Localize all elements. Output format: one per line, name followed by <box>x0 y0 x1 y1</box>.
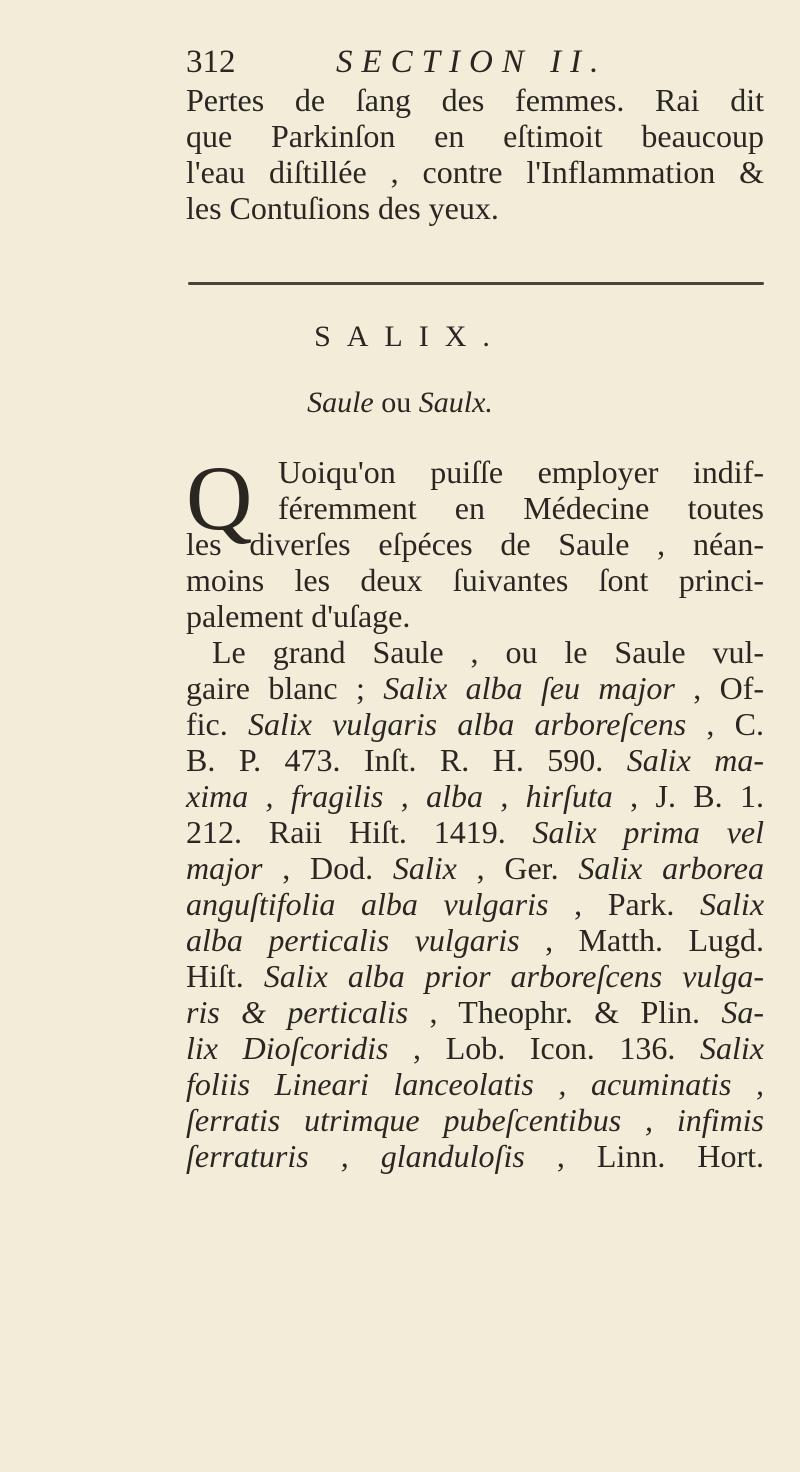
text-line <box>186 598 764 634</box>
italic-run: ris & perticalis <box>186 994 409 1030</box>
text-line <box>186 922 764 958</box>
entry-title: SALIX. <box>314 320 506 353</box>
italic-run: Salix prima vel <box>532 814 764 850</box>
text-line <box>186 814 764 850</box>
text-run: fic. <box>186 706 248 742</box>
text-run: gaire blanc ; <box>186 670 384 706</box>
text-run: , C. <box>686 706 765 742</box>
section-title: SECTION II. <box>336 44 608 80</box>
text-line <box>186 1066 764 1102</box>
text-line <box>186 1030 764 1066</box>
italic-run: alba perticalis vulgaris <box>186 922 520 958</box>
text-run: Hiſt. <box>186 958 264 994</box>
text-run: , Dod. <box>262 850 393 886</box>
italic-run: anguſtifolia alba vulgaris <box>186 886 549 922</box>
entry-subtitle <box>0 386 800 420</box>
text-run: les diverſes eſpéces de Saule , néan- <box>186 526 764 562</box>
text-run: , Park. <box>548 886 701 922</box>
italic-run: lix Dioſcoridis <box>186 1030 389 1066</box>
italic-run: Salix <box>700 886 765 922</box>
text-line <box>186 1102 764 1138</box>
text-run: palement d'uſage. <box>186 598 411 634</box>
italic-run: Salix alba prior arboreſcens vulga- <box>263 958 765 994</box>
running-header <box>186 44 666 84</box>
italic-run: Salix <box>392 850 457 886</box>
text-run: , Matth. Lugd. <box>519 922 765 958</box>
text-line <box>186 454 764 490</box>
italic-run: foliis Lineari lanceolatis , acuminatis , <box>186 1066 764 1102</box>
drop-cap: Q <box>186 447 253 549</box>
text-run: féremment en Médecine toutes <box>278 490 764 526</box>
text-line <box>186 634 764 670</box>
text-line <box>186 490 764 526</box>
section-divider <box>188 282 764 285</box>
italic-run: ſerraturis , glanduloſis <box>186 1138 525 1174</box>
text-run: , Linn. Hort. <box>524 1138 765 1174</box>
text-run: Uoiqu'on puiſſe employer indif- <box>278 454 764 490</box>
italic-run: xima , fragilis , alba , hirſuta <box>186 778 613 814</box>
text-line <box>186 526 764 562</box>
text-line <box>186 670 764 706</box>
italic-run: ſerratis utrimque pubeſcentibus , infimis <box>186 1102 764 1138</box>
subtitle-name-a: Saule <box>307 386 374 419</box>
italic-run: Salix <box>700 1030 764 1066</box>
subtitle-name-b: Saulx. <box>418 386 493 419</box>
text-line: que Parkinſon en eſtimoit beaucoup <box>186 118 764 154</box>
text-run: B. P. 473. Inſt. R. H. 590. <box>186 742 627 778</box>
text-line <box>186 1138 764 1174</box>
text-run: , Theophr. & Plin. <box>408 994 722 1030</box>
text-line <box>186 742 764 778</box>
text-run: , Lob. Icon. 136. <box>388 1030 701 1066</box>
text-run: 212. Raii Hiſt. 1419. <box>186 814 533 850</box>
text-line <box>186 886 764 922</box>
text-line <box>186 706 764 742</box>
italic-run: Salix ma- <box>626 742 765 778</box>
text-run: , J. B. 1. <box>612 778 764 814</box>
text-run: moins les deux ſuivantes ſont princi- <box>186 562 764 598</box>
italic-run: Salix alba ſeu major <box>383 670 675 706</box>
text-line: les Contuſions des yeux. <box>186 190 499 226</box>
text-run: , Ger. <box>456 850 579 886</box>
italic-run: Sa- <box>721 994 765 1030</box>
text-line: l'eau diſtillée , contre l'Inflammation & <box>186 154 764 190</box>
text-line <box>186 994 764 1030</box>
text-line <box>186 562 764 598</box>
page-number: 312 <box>186 44 236 80</box>
italic-run: Salix vulgaris alba arboreſcens <box>248 706 687 742</box>
italic-run: major <box>186 850 263 886</box>
text-line <box>186 850 764 886</box>
italic-run: Salix arborea <box>578 850 765 886</box>
text-line <box>186 778 764 814</box>
text-run: , Of- <box>674 670 765 706</box>
subtitle-conjunction: ou <box>373 386 419 419</box>
text-line: Pertes de ſang des femmes. Rai dit <box>186 82 764 118</box>
text-run: Le grand Saule , ou le Saule vul- <box>212 634 764 670</box>
article-body <box>186 447 765 1174</box>
top-paragraph <box>186 82 764 226</box>
text-line <box>186 958 764 994</box>
